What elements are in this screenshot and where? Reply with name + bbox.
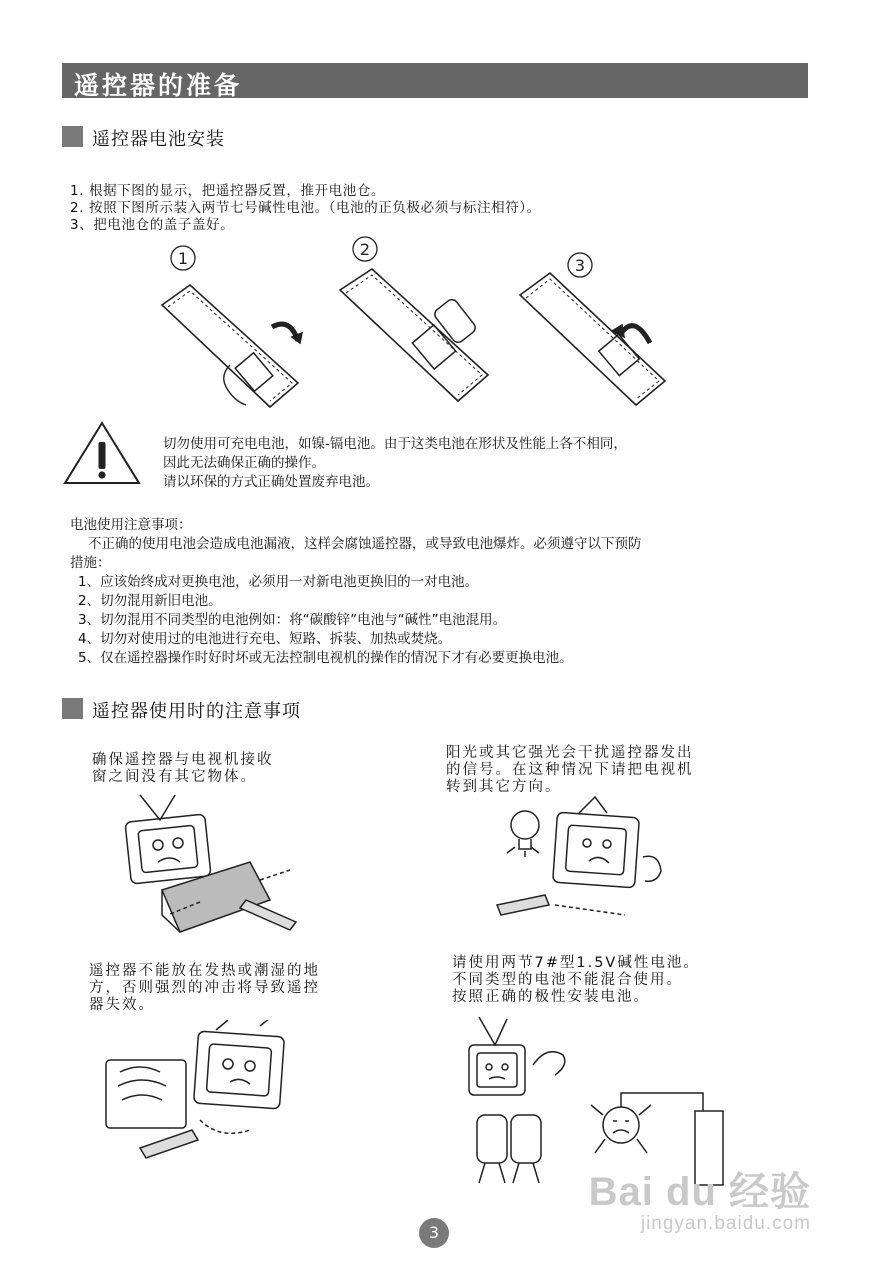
notes-item: 5、仅在遥控器操作时好时坏或无法控制电视机的操作的情况下才有必要更换电池。 [78,650,573,666]
notes-intro: 措施： [70,555,111,571]
section-marker [62,126,83,147]
caption-line: 器失效。 [89,997,155,1013]
warning-text: 因此无法确保正确的操作。 [163,455,325,471]
caption-line: 请使用两节7#型1.5V碱性电池。 [452,955,700,971]
caption-line: 不同类型的电池不能混合使用。 [452,972,683,988]
step-number: 1 [177,249,189,268]
notes-item: 3、切勿混用不同类型的电池例如：将“碳酸锌”电池与“碱性”电池混用。 [78,612,507,628]
caption-line: 按照正确的极性安装电池。 [452,989,650,1005]
section-marker [62,698,83,719]
caption-line: 遥控器不能放在发热或潮湿的地 [89,963,320,979]
notes-heading: 电池使用注意事项： [70,517,192,533]
watermark-logo: Bai du 经验 [588,1170,811,1214]
tv-obstacle-illustration [100,790,310,950]
step-line: 1. 根据下图的显示，把遥控器反置，推开电池仓。 [70,183,386,199]
notes-intro: 不正确的使用电池会造成电池漏液，这样会腐蚀遥控器，或导致电池爆炸。必须遵守以下预防 [88,536,642,552]
caption-line: 的信号。在这种情况下请把电视机 [446,762,694,778]
warning-text: 切勿使用可充电电池，如镍-镉电池。由于这类电池在形状及性能上各不相同， [163,436,627,452]
sunlight-interference-illustration [495,795,695,925]
warning-triangle-icon [62,420,142,490]
step-line: 3、把电池仓的盖子盖好。 [70,217,235,233]
page-title: 遥控器的准备 [74,71,243,100]
page-number: 3 [419,1218,449,1248]
caption-line: 转到其它方向。 [446,779,562,795]
step-number: 3 [574,256,586,275]
notes-item: 2、切勿混用新旧电池。 [78,593,222,609]
step-line: 2. 按照下图所示装入两节七号碱性电池。（电池的正负极必须与标注相符）。 [70,200,541,216]
warning-text: 请以环保的方式正确处置废弃电池。 [163,474,379,490]
caption-line: 窗之间没有其它物体。 [92,769,257,785]
baidu-jingyan-watermark [589,1160,811,1235]
header-bar [62,63,808,98]
watermark-url: jingyan.baidu.com [640,1213,811,1234]
notes-item: 4、切勿对使用过的电池进行充电、短路、拆装、加热或焚烧。 [78,631,452,647]
section-title-usage-notes: 遥控器使用时的注意事项 [92,701,301,722]
battery-install-illustration [150,235,670,425]
caption-line: 确保遥控器与电视机接收 [92,752,274,768]
step-number: 2 [359,240,371,259]
caption-line: 阳光或其它强光会干扰遥控器发出 [446,745,694,761]
caption-line: 方，否则强烈的冲击将导致遥控 [89,980,320,996]
section-title-battery-install: 遥控器电池安装 [92,129,225,150]
notes-item: 1、应该始终成对更换电池，必须用一对新电池更换旧的一对电池。 [78,574,479,590]
heat-humidity-illustration [100,1020,300,1170]
